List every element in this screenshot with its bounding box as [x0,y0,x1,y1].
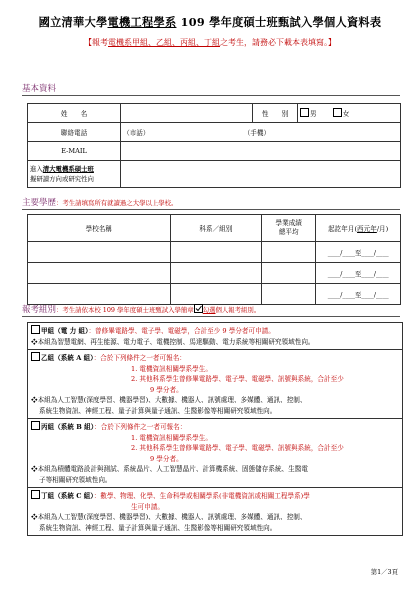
phone-label: 聯絡電話 [28,123,121,142]
group-a-req: ：曾修畢電路學、電子學、電磁學，合計至少 9 學分者可申請。 [88,327,275,335]
group-c-desc1: ❖本組為積體電路設計與測試、系統晶片、人工智慧晶片、計算機系統、固態儲存系統、生醫電 [31,465,308,473]
group-c-cond2b: 9 學分者。 [150,454,183,463]
col-average [262,215,316,242]
group-a-cell [28,323,403,350]
title-department: 電機工程學系 [107,15,177,29]
average-cell[interactable] [262,284,316,305]
female-checkbox[interactable] [333,108,342,117]
group-c-name: 丙組（系統 B 組） [41,423,95,431]
notice-part3: 之考生，請務必下載本表填寫。】 [220,38,336,47]
notice-groups: 電機系甲組、乙組、丙組、丁組 [108,38,220,47]
direction-field[interactable] [121,161,401,188]
group-note-2: 勾選 [202,306,216,314]
group-d-req1: ：數學、物理、化學、生命科學或相關學系(非電機資訊或相關工程學系)學 [93,492,310,500]
email-field[interactable] [121,142,401,161]
education-heading-text: 主要學歷 [22,198,57,208]
direction-label-3: 擬研讀方向或研究性向 [30,175,94,183]
title-rest: 109 學年度碩士班甄試入學個人資料表 [176,15,382,29]
direction-label-1: 進入 [30,165,43,173]
group-a-checkbox[interactable] [31,325,40,334]
education-heading [22,196,177,208]
page-number: 第1／3頁 [370,568,398,576]
group-heading [22,303,260,315]
group-b-desc2: 系統生物資訊、神經工程、量子計算與量子通訊、生醫影像等相關研究領域性向。 [39,406,277,415]
group-b-cond2b: 9 學分者。 [150,385,183,394]
school-cell[interactable] [28,284,171,305]
col-dept: 科系／組別 [170,215,262,242]
period-cell[interactable]: ____/____至____/____ [316,242,401,263]
group-row-a [28,323,403,350]
table-row [28,242,401,263]
group-a-name: 甲組（電 力 組） [41,327,89,335]
group-b-cond1: 1. 電機資訊相關學系學生。 [131,364,212,373]
group-c-cond1: 1. 電機資訊相關學系學生。 [131,433,212,442]
group-note-3: 個人報考組別。 [215,306,261,314]
col-period-3: /月) [376,225,389,233]
table-row [28,263,401,284]
male-label: 男 [309,110,317,118]
group-divider [22,316,400,317]
col-period [316,215,401,242]
group-heading-text: 報考組別 [22,305,57,315]
education-note: ：考生請填寫所有就讀過之大學以上學校。 [56,199,178,207]
group-c-desc2: 子等相關研究領域性向。 [39,475,112,484]
average-cell[interactable] [262,263,316,284]
average-cell[interactable] [262,242,316,263]
phone-city-label: （市話） [123,129,150,137]
group-d-req2: 生可申請。 [131,502,164,511]
male-checkbox[interactable] [300,108,309,117]
col-average-1: 學業成績 [275,219,302,227]
education-table [27,214,401,305]
gender-label: 性 別 [253,104,298,123]
basic-info-divider [22,95,400,96]
period-cell[interactable]: ____/____至____/____ [316,263,401,284]
group-a-desc: ❖本組為智慧電網、再生能源、電力電子、電機控制、馬達驅動、電力系統等相關研究領域性向。 [31,337,315,346]
period-cell[interactable]: ____/____至____/____ [316,284,401,305]
phone-field[interactable] [121,123,401,142]
group-note-1: ：考生請依本校 109 學年度碩士班甄試入學簡章 [56,306,194,314]
form-title [0,14,420,30]
group-table [27,322,403,536]
group-b-cell [28,350,403,419]
basic-info-table [27,103,401,188]
dept-cell[interactable] [170,263,262,284]
email-label: E-MAIL [28,142,121,161]
group-row-b [28,350,403,419]
group-b-checkbox[interactable] [31,352,40,361]
school-cell[interactable] [28,263,171,284]
direction-label-2: 清大電機系碩士班 [42,165,94,173]
group-c-checkbox[interactable] [31,421,40,430]
col-school: 學校名稱 [28,215,171,242]
female-label: 女 [342,110,350,118]
gender-field [297,104,400,123]
col-period-2: 西元年 [357,225,377,233]
name-label: 姓 名 [28,104,121,123]
group-b-req: ：合於下列條件之一者可報名： [93,354,186,362]
group-row-c [28,419,403,488]
title-school: 國立清華大學 [38,15,108,29]
group-b-name: 乙組（系統 A 組） [41,354,94,362]
download-notice [60,37,360,48]
education-divider [22,209,400,210]
group-c-req: ：合於下列條件之一者可報名： [94,423,187,431]
check-icon [194,304,203,313]
basic-info-heading: 基本資料 [22,84,57,94]
group-c-cell [28,419,403,488]
dept-cell[interactable] [170,284,262,305]
dept-cell[interactable] [170,242,262,263]
group-c-cond2a: 2. 其他科系學生曾修畢電路學、電子學、電磁學、訊號與系統，合計至少 [131,444,344,452]
group-b-cond2a: 2. 其他科系學生曾修畢電路學、電子學、電磁學、訊號與系統，合計至少 [131,375,344,383]
direction-label [28,161,121,188]
notice-part1: 【報考 [84,38,108,47]
school-cell[interactable] [28,242,171,263]
group-row-d [28,488,403,536]
group-b-desc1: ❖本組為人工智慧(深度學習、機器學習)、大數據、機器人、訊號處理、多媒體、通訊、控制、 [31,396,307,404]
name-field[interactable] [121,104,253,123]
col-average-2: 總平均 [278,228,299,236]
group-d-desc1: ❖本組為人工智慧(深度學習、機器學習)、大數據、機器人、訊號處理、多媒體、通訊、控制、 [31,513,307,521]
phone-mobile-label: （手機） [243,129,271,137]
table-row [28,284,401,305]
col-period-1: 起訖年月( [328,225,358,233]
group-d-cell [28,488,403,536]
group-d-checkbox[interactable] [31,490,40,499]
group-d-name: 丁組（系統 C 組） [41,492,94,500]
group-d-desc2: 系統生物資訊、神經工程、量子計算與量子通訊、生醫影像等相關研究領域性向。 [39,523,277,532]
